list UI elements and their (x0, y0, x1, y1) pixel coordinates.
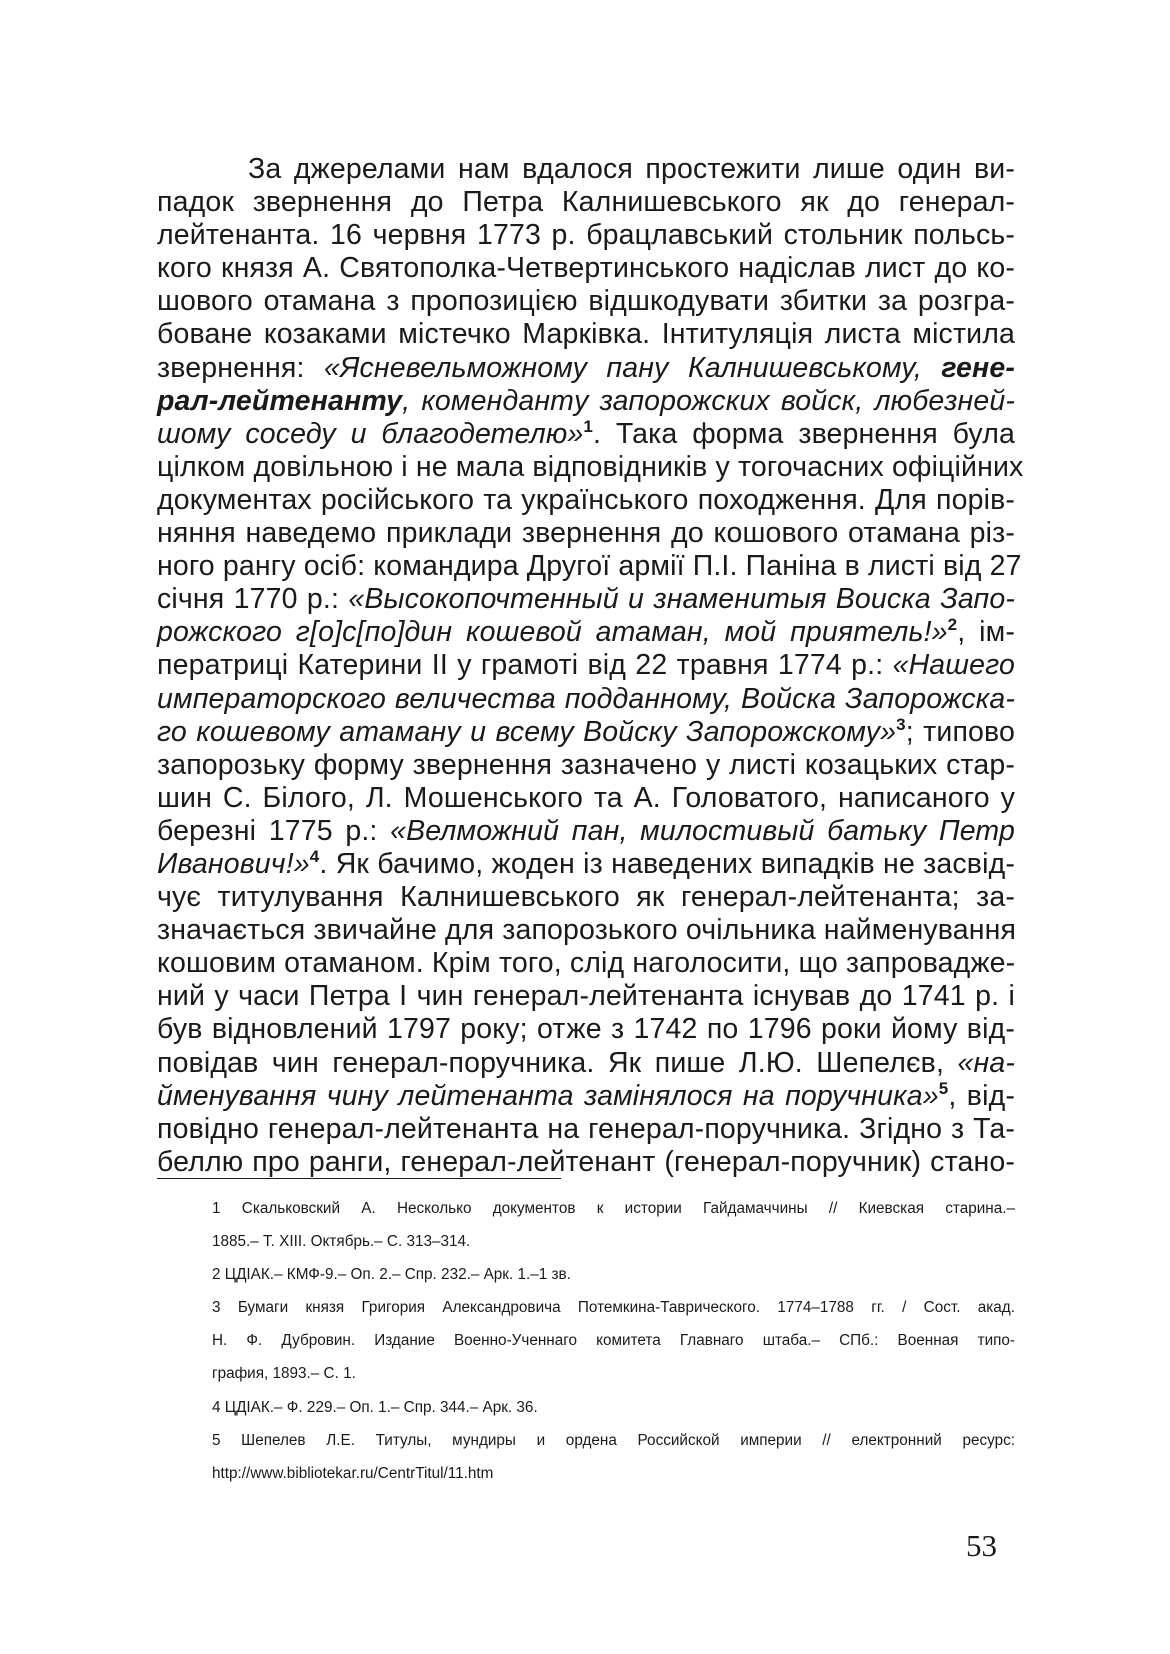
text-line: повідно генерал-лейтенанта на генерал-поручника. Згідно з Та- (157, 1112, 1015, 1145)
text-line (157, 815, 1015, 848)
footnote-3-cont: Н. Ф. Дубровин. Издание Военно-Ученнаго комитета Главнаго штаба.– СПб.: Военная типо- (212, 1332, 1015, 1350)
footnote-1-cont: 1885.– Т. XIII. Октябрь.– С. 313–314. (212, 1233, 471, 1251)
text-line: кого князя А. Святополка-Четвертинського надіслав лист до ко- (157, 252, 1015, 285)
text-line (157, 583, 1015, 616)
footnote-5: 5 Шепелев Л.Е. Титулы, мундиры и ордена Российской империи // електронний ресурс: (212, 1431, 1015, 1449)
text-run: повідав чин генерал-поручника. Як пише Л.Ю. Шепелєв, (157, 1046, 958, 1079)
text-line: ного рангу осіб: командира Другої армії П.І. Паніна в листі від 27 (157, 550, 1022, 583)
text-line: запорозьку форму звернення зазначено у листі козацьких стар- (157, 748, 1015, 781)
text-line (157, 418, 1015, 451)
text-line (157, 385, 1015, 418)
quotation: шому соседу и благодетелю» (157, 417, 584, 450)
footnote-ref: 4 (309, 846, 320, 866)
quotation: йменування чину лейтенанта замінялося на поручника» (157, 1079, 939, 1112)
quotation: «Высокопочтенный и знаменитыя Воиска Запо- (348, 583, 1015, 616)
quotation: го кошевому атаману и всему Войску Запорожскому» (157, 715, 897, 748)
quotation: «Ясневельможному пану Калнишевському, (323, 351, 942, 384)
text-run: . Така форма звернення була (593, 417, 1015, 450)
text-run: звернення: (157, 351, 324, 384)
text-line: значається звичайне для запорозького очільника найменування (157, 914, 1017, 947)
text-line (157, 683, 1015, 716)
footnote-ref: 5 (938, 1078, 949, 1098)
text-line: ний у часи Петра І чин генерал-лейтенанта існував до 1741 р. і (157, 980, 1015, 1013)
quotation: «Нашего (892, 649, 1015, 682)
quotation: «Велможний пан, милостивый батьку Петр (390, 814, 1015, 847)
text-line: падок звернення до Петра Калнишевського як до генерал- (157, 186, 1015, 219)
text-line: шового отамана з пропозицією відшкодувати збитки за розгра- (157, 285, 1015, 318)
text-line: За джерелами нам вдалося простежити лише один ви- (248, 153, 1015, 185)
quotation: Иванович!» (157, 847, 310, 880)
quotation: рожского г[о]с[по]дин кошевой атаман, мой приятель!» (157, 616, 948, 649)
text-line (157, 848, 1015, 881)
main-text (157, 153, 1024, 1179)
text-line (157, 616, 1015, 649)
footnote-2: 2 ЦДІАК.– КМФ-9.– Оп. 2.– Спр. 232.– Арк. 1.–1 зв. (212, 1266, 571, 1284)
footnote-ref: 3 (896, 714, 906, 734)
text-line: документах російського та українського походження. Для порів- (157, 483, 1015, 516)
text-line: шин С. Білого, Л. Мошенського та А. Головатого, написаного у (157, 781, 1015, 814)
footnote-5-link[interactable]: http://www.bibliotekar.ru/CentrTitul/11.htm (212, 1464, 494, 1482)
emphasis: рал-лейтенанту (157, 384, 403, 417)
text-line: беллю про ранги, генерал-лейтенант (генерал-поручник) стано- (157, 1145, 1015, 1178)
quotation: , комендантy запорожских войск, любезней- (402, 384, 1015, 417)
footnote-3-cont: графия, 1893.– С. 1. (212, 1365, 356, 1383)
text-line (157, 716, 1015, 749)
text-run: . Як бачимо, жоден із наведених випадків не засвід- (319, 847, 1015, 880)
footnote-ref: 1 (583, 416, 594, 436)
text-line (157, 649, 1015, 682)
text-line (157, 1047, 1015, 1080)
footnote-separator (157, 1178, 561, 1179)
text-run: , від- (948, 1079, 1015, 1112)
quotation: императорского величества подданному, Войска Запорожска- (157, 682, 1015, 715)
text-run: березні 1775 р.: (157, 814, 391, 847)
text-run: ператриці Катерини ІІ у грамоті від 22 травня 1774 р.: (157, 649, 893, 682)
text-line: няння наведемо приклади звернення до кошового отамана різ- (157, 517, 1015, 550)
text-line: боване козаками містечко Марківка. Інтитуляція листа містила (157, 318, 1015, 351)
emphasis: гене- (941, 351, 1015, 384)
quotation: «на- (957, 1046, 1015, 1079)
text-line (157, 1080, 1015, 1113)
text-line: був відновлений 1797 року; отже з 1742 по 1796 роки йому від- (157, 1013, 1015, 1046)
footnotes (157, 1192, 1015, 1490)
footnote-3: 3 Бумаги князя Григория Александровича Потемкина-Таврического. 1774–1788 гг. / Сост. акад. (212, 1299, 1015, 1317)
page-number: 53 (966, 1528, 997, 1563)
text-line: чує титулування Калнишевського як генерал-лейтенанта; за- (157, 881, 1015, 914)
footnote-4: 4 ЦДІАК.– Ф. 229.– Оп. 1.– Спр. 344.– Арк. 36. (212, 1398, 538, 1416)
footnote-ref: 2 (947, 615, 958, 635)
text-run: , ім- (957, 616, 1015, 649)
text-line: лейтенанта. 16 червня 1773 р. брацлавський стольник польсь- (157, 219, 1015, 252)
text-run: ; типово (905, 715, 1016, 748)
text-line: цілком довільною і не мала відповідників у тогочасних офіційних (157, 450, 1024, 483)
footnote-1: 1 Скальковский А. Несколько документов к истории Гайдамаччины // Киевская старина.– (212, 1200, 1015, 1217)
text-run: січня 1770 р.: (157, 583, 349, 616)
text-line (157, 352, 1015, 385)
text-line: кошовим отаманом. Крім того, слід наголосити, що запроваджe- (157, 947, 1016, 980)
